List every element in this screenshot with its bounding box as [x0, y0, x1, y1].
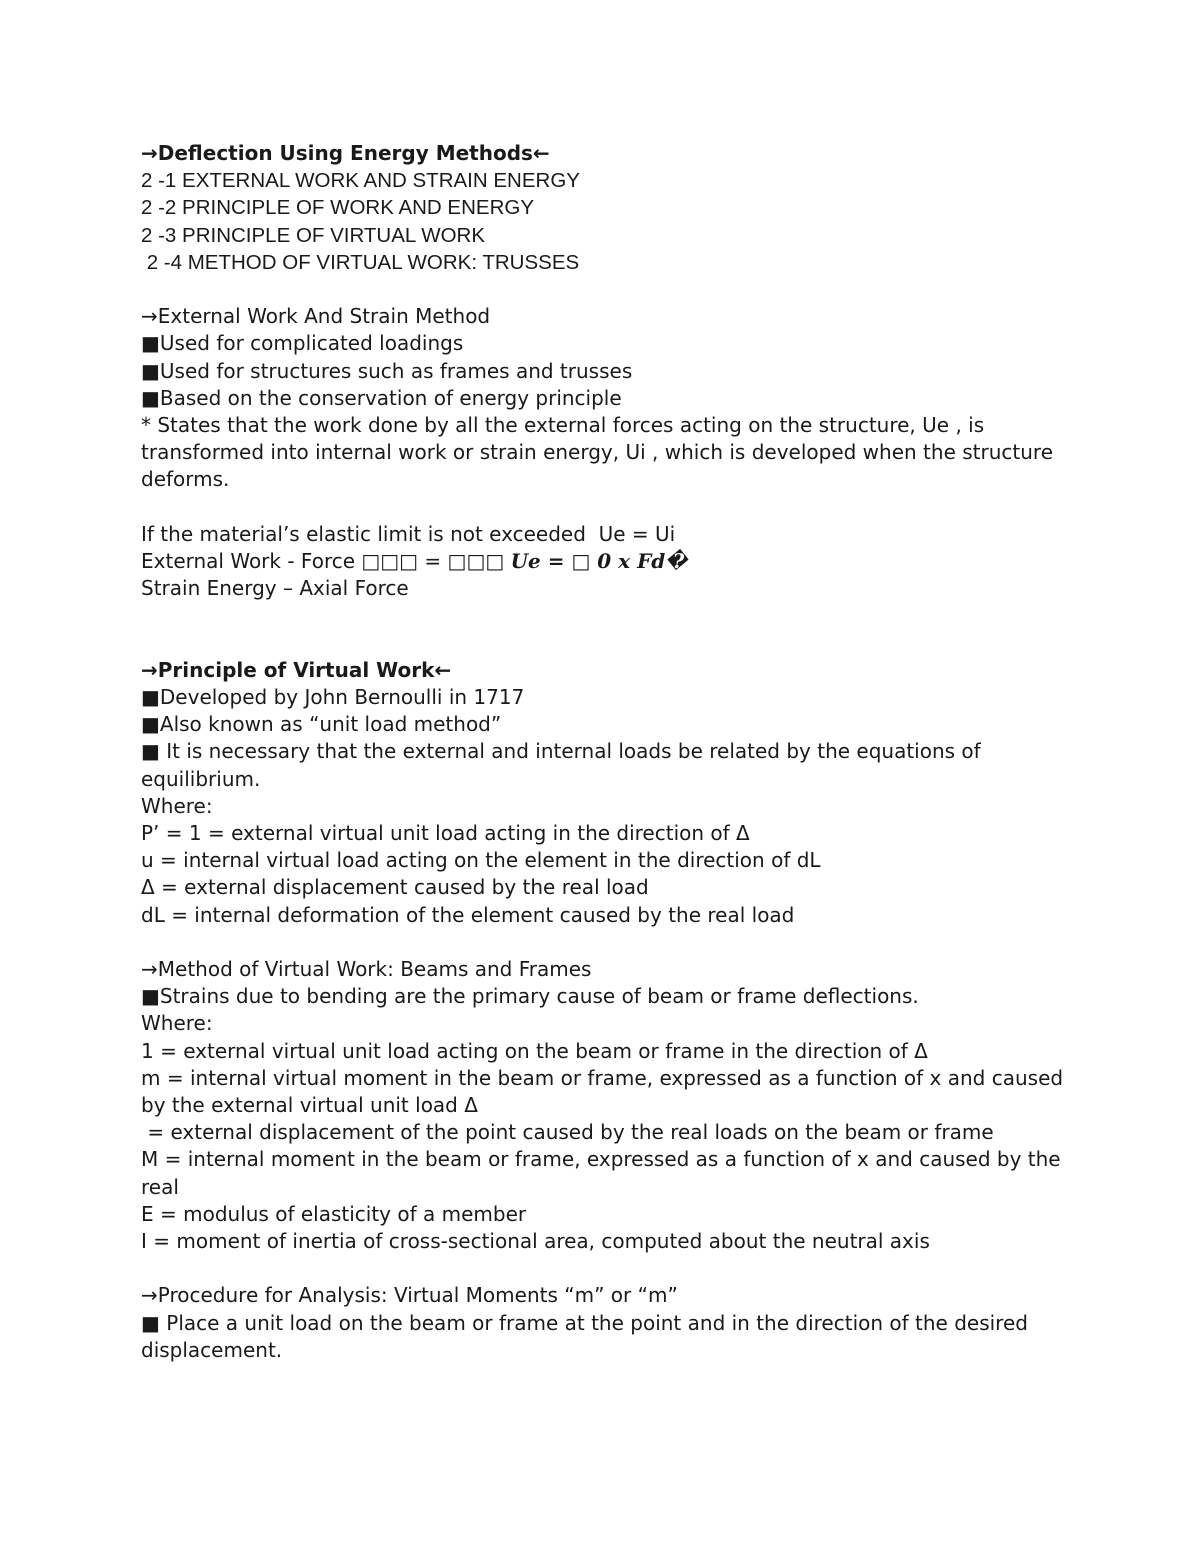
definition-line: 1 = external virtual unit load acting on the beam or frame in the direction of Δ	[141, 1038, 928, 1063]
topic-item: 2 -4 METHOD OF VIRTUAL WORK: TRUSSES	[141, 250, 580, 274]
external-work-formula: Ue = □ 0 x Fd�	[510, 549, 688, 574]
paragraph-gap	[141, 1255, 1071, 1282]
bullet-item: ■Used for structures such as frames and trusses	[141, 358, 633, 383]
topic-item: 2 -2 PRINCIPLE OF WORK AND ENERGY	[141, 196, 534, 220]
external-work-label: External Work - Force □□□ = □□□	[141, 549, 511, 574]
section-title-procedure: →Procedure for Analysis: Virtual Moments “m” or “m”	[141, 1283, 678, 1308]
definition-line: I = moment of inertia of cross-sectional area, computed about the neutral axis	[141, 1229, 930, 1254]
document-page	[141, 140, 1071, 1364]
topic-item: 2 -1 EXTERNAL WORK AND STRAIN ENERGY	[141, 169, 580, 193]
paragraph-gap	[141, 929, 1071, 956]
strain-energy-label: Strain Energy – Axial Force	[141, 576, 409, 601]
definition-line: M = internal moment in the beam or frame, expressed as a function of x and caused by the real	[141, 1147, 1067, 1199]
section-title-external-work: →External Work And Strain Method	[141, 304, 491, 329]
where-label: Where:	[141, 1011, 213, 1036]
external-work-equation	[141, 548, 1071, 575]
definition-line: m = internal virtual moment in the beam or frame, expressed as a function of x and caused by the external virtual unit load Δ	[141, 1065, 1070, 1118]
bullet-item: ■Used for complicated loadings	[141, 331, 464, 356]
definition-line: = external displacement of the point caused by the real loads on the beam or frame	[141, 1120, 994, 1145]
definition-line: P’ = 1 = external virtual unit load acting in the direction of Δ	[141, 821, 750, 846]
where-label: Where:	[141, 793, 213, 818]
bullet-item: ■Developed by John Bernoulli in 1717	[141, 685, 525, 710]
bullet-item: ■Also known as “unit load method”	[141, 712, 502, 737]
bullet-item: ■ Place a unit load on the beam or frame at the point and in the direction of the desired displacement.	[141, 1310, 1035, 1362]
section-gap	[141, 602, 1071, 656]
definition-line: Δ = external displacement caused by the real load	[141, 875, 649, 900]
bullet-item: ■Based on the conservation of energy principle	[141, 385, 622, 410]
definition-line: dL = internal deformation of the element caused by the real load	[141, 902, 795, 927]
paragraph-gap	[141, 494, 1071, 521]
section-title-deflection: →Deflection Using Energy Methods←	[141, 141, 550, 165]
elastic-limit-condition: If the material’s elastic limit is not exceeded Ue = Ui	[141, 521, 676, 546]
bullet-item: ■ It is necessary that the external and internal loads be related by the equations of equilibrium.	[141, 739, 988, 791]
section-title-virtual-work: →Principle of Virtual Work←	[141, 657, 452, 682]
definition-line: E = modulus of elasticity of a member	[141, 1201, 527, 1226]
paragraph-gap	[141, 276, 1071, 303]
bullet-item: ■Strains due to bending are the primary cause of beam or frame deflections.	[141, 984, 919, 1009]
definition-line: u = internal virtual load acting on the element in the direction of dL	[141, 848, 821, 873]
energy-statement: * States that the work done by all the external forces acting on the structure, Ue , is transformed into internal work or strain energy, Ui , which is developed when the structure deforms.	[141, 413, 1060, 492]
topic-item: 2 -3 PRINCIPLE OF VIRTUAL WORK	[141, 223, 486, 247]
section-title-beams-frames: →Method of Virtual Work: Beams and Frames	[141, 957, 592, 982]
